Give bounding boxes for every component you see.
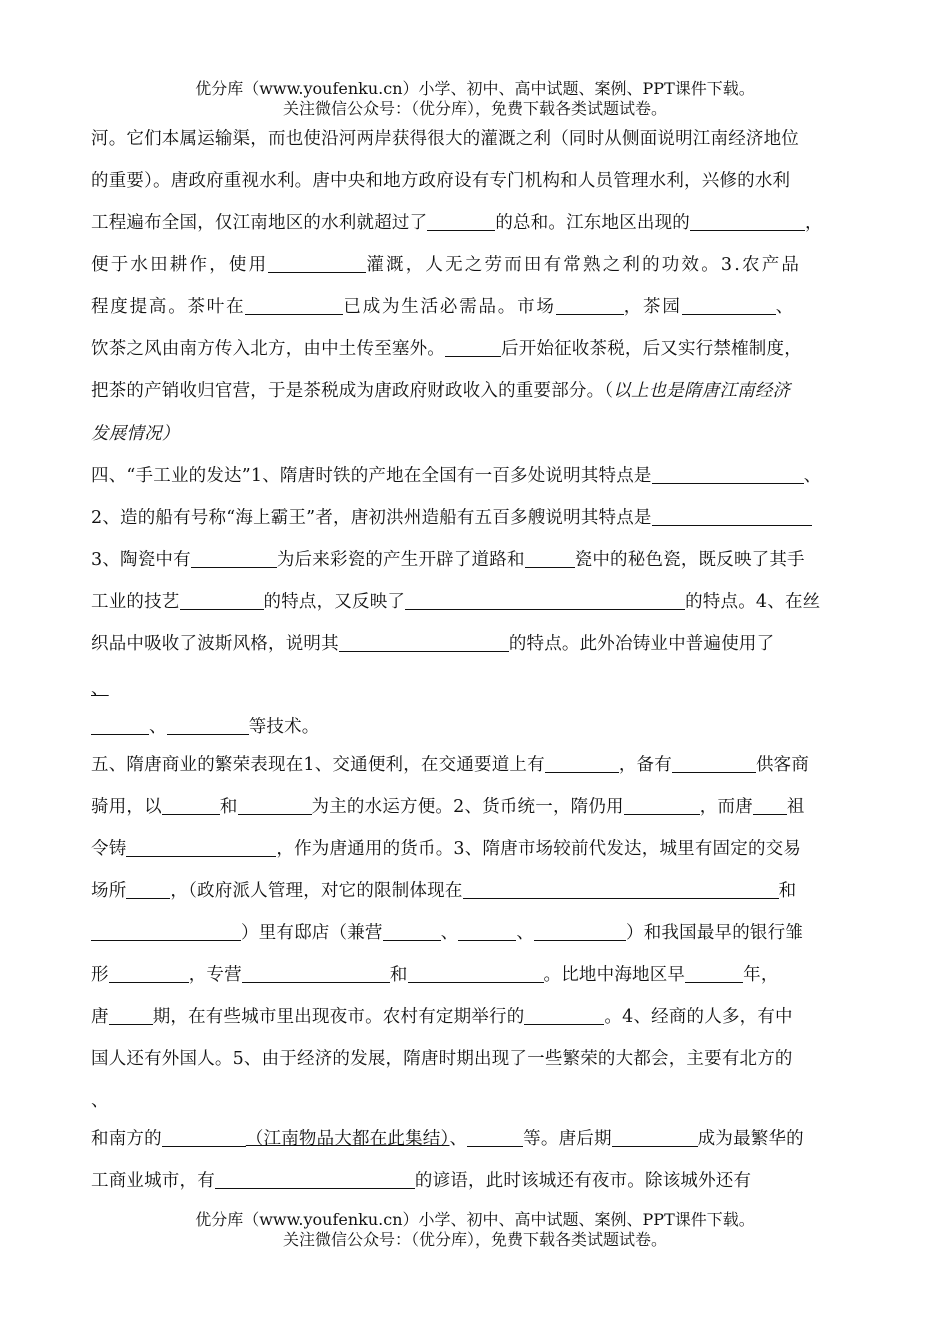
- blank[interactable]: [162, 1128, 246, 1147]
- header-line-1: 优分库（www.youfenku.cn）小学、初中、高中试题、案例、PPT课件下载。: [195, 79, 755, 98]
- blank[interactable]: [545, 754, 619, 773]
- text-line: 3、陶瓷中有 为后来彩瓷的产生开辟了道路和 瓷中的秘色瓷，既反映了其手: [91, 550, 805, 570]
- blank[interactable]: [624, 796, 700, 815]
- text-line: 的重要）。唐政府重视水利。唐中央和地方政府设有专门机构和人员管理水利，兴修的水利: [91, 171, 791, 191]
- text-line: 饮茶之风由南方传入北方，由中土传至塞外。 后开始征收茶税，后又实行禁榷制度，: [91, 339, 802, 359]
- blank[interactable]: [427, 212, 495, 231]
- blank[interactable]: [109, 1006, 153, 1025]
- text-line: 五、隋唐商业的繁荣表现在1、交通便利，在交通要道上有 ，备有 供客商: [91, 755, 810, 775]
- text-line: 、: [91, 679, 109, 699]
- blank[interactable]: [652, 465, 804, 484]
- text-line: 四、“手工业的发达”1、隋唐时铁的产地在全国有一百多处说明其特点是 、: [91, 466, 822, 486]
- blank[interactable]: [191, 549, 277, 568]
- blank[interactable]: [383, 922, 441, 941]
- text-line: 令铸 ，作为唐通用的货币。3、隋唐市场较前代发达，城里有固定的交易: [91, 839, 802, 859]
- blank[interactable]: [91, 716, 149, 735]
- text-line: 工业的技艺 的特点，又反映了 的特点。4、在丝: [91, 592, 821, 612]
- text-line: 工商业城市，有 的谚语，此时该城还有夜市。除该城外还有: [91, 1171, 752, 1191]
- blank[interactable]: [162, 796, 220, 815]
- text-line: 、 等技术。: [91, 714, 871, 740]
- text-line: 工程遍布全国，仅江南地区的水利就超过了 的总和。江东地区出现的 ，: [91, 213, 823, 233]
- text-line: 2、造的船有号称“海上霸王”者，唐初洪州造船有五百多艘说明其特点是: [91, 505, 871, 531]
- text-line: 唐 期，在有些城市里出现夜市。农村有定期举行的 。4、经商的人多，有中: [91, 1007, 793, 1027]
- blank[interactable]: [556, 296, 624, 315]
- text-line: 程度提高。茶叶在 已成为生活必需品。市场 ，茶园 、: [91, 297, 795, 317]
- text-line: 场所 ，（政府派人管理，对它的限制体现在 和: [91, 881, 797, 901]
- blank[interactable]: [525, 549, 575, 568]
- blank[interactable]: [167, 716, 249, 735]
- text-line: ）里有邸店（兼营 、 、 ）和我国最早的银行雏: [91, 920, 871, 946]
- footer-line-2: 关注微信公众号：（优分库），免费下载各类试题试卷。: [282, 1230, 667, 1249]
- text-line: 形 ，专营 和 。比地中海地区早 年，: [91, 965, 779, 985]
- blank[interactable]: [463, 880, 779, 899]
- text-line: 骑用，以 和 为主的水运方便。2、货币统一，隋仍用 ，而唐 祖: [91, 797, 805, 817]
- blank[interactable]: [612, 1128, 698, 1147]
- blank[interactable]: [672, 754, 756, 773]
- blank[interactable]: [242, 964, 390, 983]
- blank[interactable]: [126, 838, 276, 857]
- page-footer: [0, 1210, 950, 1250]
- footer-line-1: 优分库（www.youfenku.cn）小学、初中、高中试题、案例、PPT课件下载。: [195, 1210, 755, 1229]
- blank[interactable]: [109, 964, 189, 983]
- blank[interactable]: [405, 591, 685, 610]
- blank[interactable]: [524, 1006, 604, 1025]
- blank[interactable]: [753, 796, 787, 815]
- blank[interactable]: [268, 254, 366, 273]
- blank[interactable]: [467, 1128, 523, 1147]
- header-line-2: 关注微信公众号：（优分库），免费下载各类试题试卷。: [282, 99, 667, 118]
- blank[interactable]: [91, 922, 241, 941]
- blank[interactable]: [408, 964, 544, 983]
- blank[interactable]: [652, 507, 812, 526]
- blank[interactable]: [339, 633, 509, 652]
- blank[interactable]: [180, 591, 264, 610]
- page-header: [0, 79, 950, 119]
- blank[interactable]: [215, 1170, 415, 1189]
- blank[interactable]: [238, 796, 312, 815]
- blank[interactable]: [685, 964, 743, 983]
- blank[interactable]: [458, 922, 516, 941]
- text-line: 把茶的产销收归官营，于是茶税成为唐政府财政收入的重要部分。（以上也是隋唐江南经济: [91, 381, 791, 401]
- blank[interactable]: [690, 212, 805, 231]
- text-line: 发展情况）: [91, 424, 180, 444]
- blank[interactable]: [245, 296, 343, 315]
- text-line: 和南方的 （江南物品大都在此集结）、 等。唐后期 成为最繁华的: [91, 1129, 804, 1149]
- text-line: 织品中吸收了波斯风格，说明其 的特点。此外冶铸业中普遍使用了: [91, 634, 775, 654]
- blank[interactable]: [445, 338, 501, 357]
- text-line: 便于水田耕作，使用 灌溉，人无之劳而田有常熟之利的功效。3.农产品: [91, 255, 802, 275]
- blank[interactable]: [682, 296, 776, 315]
- blank[interactable]: [534, 922, 626, 941]
- text-line: 国人还有外国人。5、由于经济的发展，隋唐时期出现了一些繁荣的大都会，主要有北方的: [91, 1049, 793, 1069]
- text-line: 、: [91, 1091, 109, 1111]
- blank[interactable]: [126, 880, 170, 899]
- text-line: 河。它们本属运输渠，而也使沿河两岸获得很大的灌溉之利（同时从侧面说明江南经济地位: [91, 129, 799, 149]
